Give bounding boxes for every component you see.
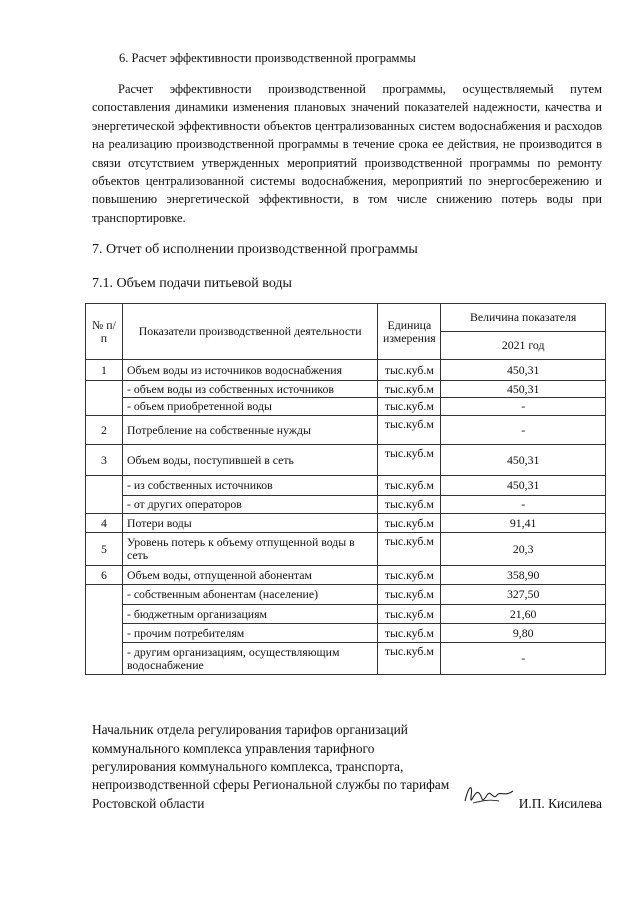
row-value: 91,41 bbox=[441, 514, 606, 533]
row-indicator: - собственным абонентам (население) bbox=[122, 585, 377, 605]
row-indicator: Потери воды bbox=[122, 514, 377, 533]
signature-block bbox=[92, 721, 602, 813]
row-value: - bbox=[441, 496, 606, 514]
row-num: 5 bbox=[86, 533, 123, 566]
row-unit: тыс.куб.м bbox=[378, 643, 441, 675]
row-value: 9,80 bbox=[441, 624, 606, 643]
row-value: 450,31 bbox=[441, 445, 606, 476]
row-unit: тыс.куб.м bbox=[378, 624, 441, 643]
signatory-name: И.П. Кисилева bbox=[518, 795, 602, 811]
row-value: 450,31 bbox=[441, 360, 606, 381]
row-unit: тыс.куб.м bbox=[378, 533, 441, 566]
row-indicator: - от других операторов bbox=[122, 496, 377, 514]
row-indicator: - объем приобретенной воды bbox=[122, 398, 377, 416]
table-row bbox=[86, 585, 606, 605]
table-row bbox=[86, 605, 606, 624]
header-value: Величина показателя bbox=[441, 304, 606, 332]
row-indicator: Объем воды, поступившей в сеть bbox=[122, 445, 377, 476]
section-6-title: 6. Расчет эффективности производственной программы bbox=[119, 51, 416, 65]
row-indicator: Объем воды, отпущенной абонентам bbox=[122, 566, 377, 585]
table-row bbox=[86, 445, 606, 476]
row-value: - bbox=[441, 398, 606, 416]
table-row bbox=[86, 416, 606, 445]
row-indicator: Потребление на собственные нужды bbox=[122, 416, 377, 445]
row-value: 450,31 bbox=[441, 381, 606, 398]
row-unit: тыс.куб.м bbox=[378, 605, 441, 624]
row-indicator: - прочим потребителям bbox=[122, 624, 377, 643]
row-indicator: - бюджетным организациям bbox=[122, 605, 377, 624]
section-7-1-title: 7.1. Объем подачи питьевой воды bbox=[92, 276, 292, 292]
row-unit: тыс.куб.м bbox=[378, 360, 441, 381]
table-row bbox=[86, 643, 606, 675]
table-row bbox=[86, 514, 606, 533]
row-unit: тыс.куб.м bbox=[378, 566, 441, 585]
row-value: 450,31 bbox=[441, 476, 606, 496]
table-row bbox=[86, 476, 606, 496]
water-supply-table bbox=[85, 303, 606, 675]
row-num bbox=[86, 476, 123, 514]
row-num: 1 bbox=[86, 360, 123, 381]
row-value: 20,3 bbox=[441, 533, 606, 566]
row-unit: тыс.куб.м bbox=[378, 445, 441, 476]
row-unit: тыс.куб.м bbox=[378, 381, 441, 398]
row-value: - bbox=[441, 643, 606, 675]
handwritten-signature bbox=[459, 779, 515, 813]
section-6-paragraph: Расчет эффективности производственной программы, осуществляемый путем сопоставления динамики изменения плановых значений показателей надежности, качества и энергетической эффективности объектов централизованных систем водоснабжения и расходов на реализацию производственной программы в течение срока ее действия, не производится в связи отсутствием утвержденных мероприятий производственной программы по ремонту объектов централизованной системы водоснабжения, мероприятий по энергосбережению и повышению энергетической эффективности, в том числе снижению потерь воды при транспортировке. bbox=[92, 82, 602, 225]
header-year: 2021 год bbox=[441, 332, 606, 360]
row-indicator: - из собственных источников bbox=[122, 476, 377, 496]
header-num: № п/п bbox=[86, 304, 123, 360]
row-unit: тыс.куб.м bbox=[378, 585, 441, 605]
row-unit: тыс.куб.м bbox=[378, 416, 441, 445]
row-num: 4 bbox=[86, 514, 123, 533]
row-unit: тыс.куб.м bbox=[378, 476, 441, 496]
header-indicator: Показатели производственной деятельности bbox=[122, 304, 377, 360]
row-num: 3 bbox=[86, 445, 123, 476]
section-7-title: 7. Отчет об исполнении производственной программы bbox=[92, 242, 418, 258]
row-indicator: Объем воды из источников водоснабжения bbox=[122, 360, 377, 381]
row-num: 2 bbox=[86, 416, 123, 445]
header-unit: Единица измерения bbox=[378, 304, 441, 360]
row-num bbox=[86, 585, 123, 675]
row-num: 6 bbox=[86, 566, 123, 585]
row-value: 21,60 bbox=[441, 605, 606, 624]
table-row bbox=[86, 496, 606, 514]
row-value: 358,90 bbox=[441, 566, 606, 585]
table-row bbox=[86, 624, 606, 643]
row-value: 327,50 bbox=[441, 585, 606, 605]
table-row bbox=[86, 381, 606, 398]
row-value: - bbox=[441, 416, 606, 445]
row-unit: тыс.куб.м bbox=[378, 514, 441, 533]
row-unit: тыс.куб.м bbox=[378, 398, 441, 416]
signatory-position: Начальник отдела регулирования тарифов организаций коммунального комплекса управления тарифного регулирования коммунального комплекса, транспорта, непроизводственной сферы Региональной службы по тарифам Ростовской области bbox=[92, 722, 450, 811]
row-indicator: - объем воды из собственных источников bbox=[122, 381, 377, 398]
table-row bbox=[86, 398, 606, 416]
table-row bbox=[86, 360, 606, 381]
table-row bbox=[86, 533, 606, 566]
row-indicator: Уровень потерь к объему отпущенной воды в сеть bbox=[122, 533, 377, 566]
row-indicator: - другим организациям, осуществляющим водоснабжение bbox=[122, 643, 377, 675]
table-row bbox=[86, 566, 606, 585]
row-num bbox=[86, 381, 123, 416]
row-unit: тыс.куб.м bbox=[378, 496, 441, 514]
